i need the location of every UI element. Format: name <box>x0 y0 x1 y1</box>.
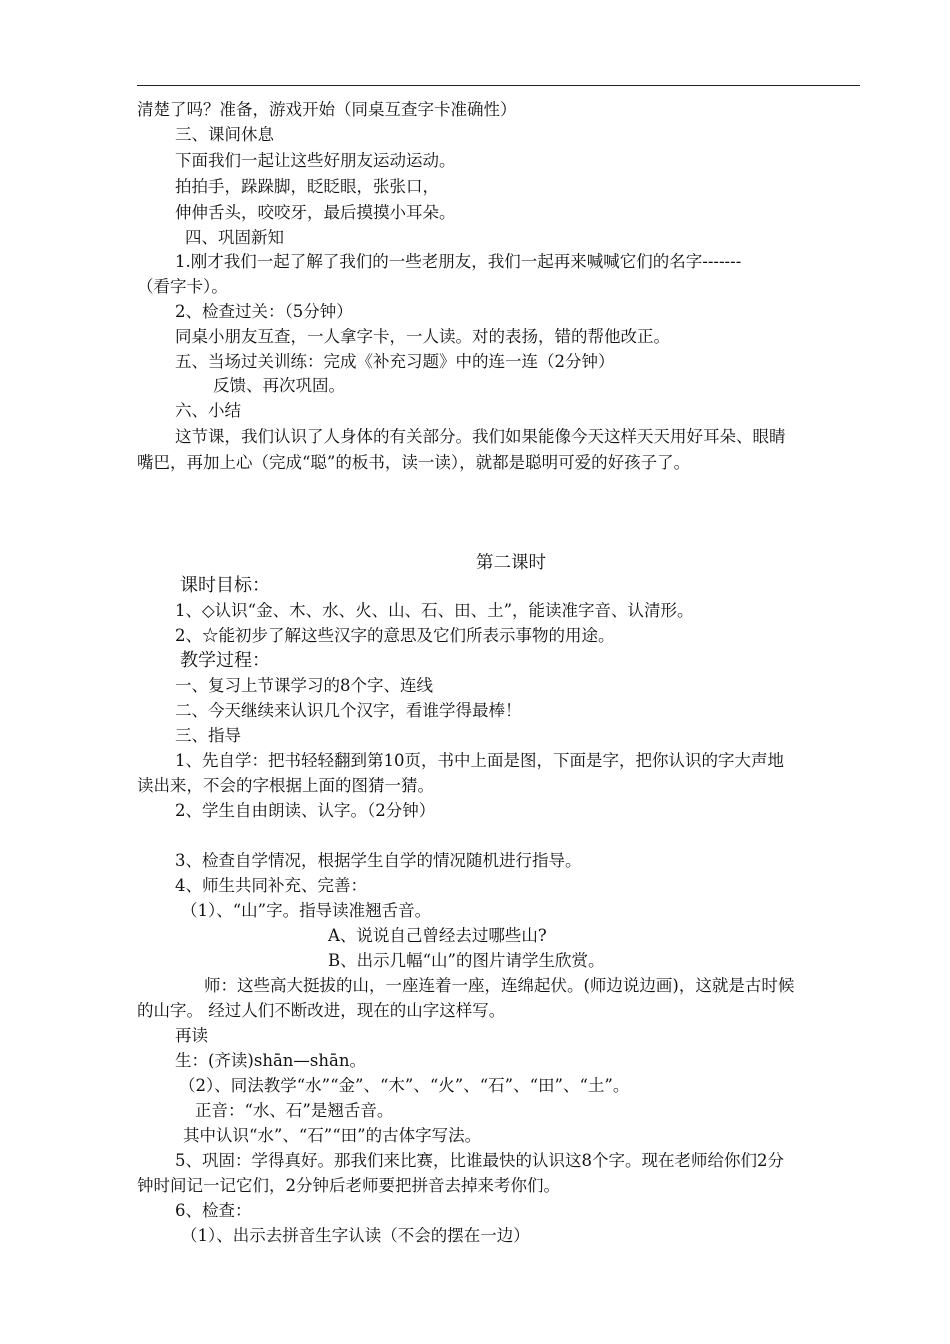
lesson-title: 第二课时 <box>476 553 546 573</box>
section-heading: 六、小结 <box>175 401 241 420</box>
text-line: 6、检查： <box>175 1201 252 1220</box>
text-line: 伸伸舌头，咬咬牙，最后摸摸小耳朵。 <box>175 203 456 222</box>
text-line: 这节课，我们认识了人身体的有关部分。我们如果能像今天这样天天用好耳朵、眼睛 <box>175 427 786 446</box>
text-line: 4、师生共同补充、完善： <box>175 876 367 895</box>
text-line: 一、复习上节课学习的8个字、连线 <box>175 676 433 695</box>
text-line: 1.刚才我们一起了解了我们的一些老朋友，我们一起再来喊喊它们的名字------- <box>175 252 742 271</box>
text-line: 读出来，不会的字根据上面的图猜一猜。 <box>137 776 434 795</box>
text-line: 同桌小朋友互查，一人拿字卡，一人读。对的表扬，错的帮他改正。 <box>175 327 670 346</box>
text-line: 二、今天继续来认识几个汉字，看谁学得最棒！ <box>175 701 522 720</box>
header-rule <box>137 85 860 86</box>
text-line: 其中认识“水”、“石”“田”的古体字写法。 <box>183 1126 482 1145</box>
text-line: （2）、同法教学“水”“金”、“木”、“火”、“石”、“田”、“土”。 <box>179 1076 630 1095</box>
text-line: A、说说自己曾经去过哪些山? <box>328 926 547 945</box>
text-line: 清楚了吗？准备，游戏开始（同桌互查字卡准确性） <box>137 100 517 119</box>
process-heading: 教学过程： <box>180 650 270 671</box>
text-line: 的山字。 经过人们不断改进，现在的山字这样写。 <box>137 1001 506 1020</box>
text-line: （看字卡）。 <box>137 277 228 296</box>
text-line: 师：这些高大挺拔的山，一座连着一座，连绵起伏。(师边说边画)，这就是古时候 <box>204 976 795 995</box>
section-heading: 四、巩固新知 <box>185 228 284 247</box>
text-line: 生：(齐读)shān—shān。 <box>175 1051 366 1070</box>
goal-item: 2、☆能初步了解这些汉字的意思及它们所表示事物的用途。 <box>175 626 615 645</box>
text-line: 反馈、再次巩固。 <box>213 376 345 395</box>
text-line: 正音：“水、石”是翘舌音。 <box>195 1101 394 1120</box>
text-line: 1、先自学：把书轻轻翻到第10页，书中上面是图，下面是字，把你认识的字大声地 <box>175 751 784 770</box>
text-line: 5、巩固：学得真好。那我们来比赛，比谁最快的认识这8个字。现在老师给你们2分 <box>175 1151 784 1170</box>
text-line: 再读 <box>175 1026 208 1045</box>
text-line: 钟时间记一记它们，2分钟后老师要把拼音去掉来考你们。 <box>137 1176 560 1195</box>
section-heading: 三、指导 <box>175 726 241 745</box>
text-line: 2、检查过关：（5分钟） <box>175 302 353 321</box>
text-line: 拍拍手，跺跺脚，眨眨眼，张张口， <box>175 177 439 196</box>
text-line: （1）、出示去拼音生字认读（不会的摆在一边） <box>181 1226 530 1245</box>
text-line: （1）、“山”字。指导读准翘舌音。 <box>181 901 432 920</box>
goals-heading: 课时目标： <box>180 575 270 596</box>
section-heading: 三、课间休息 <box>175 125 274 144</box>
goal-item: 1、◇认识“金、木、水、火、山、石、田、土”，能读准字音、认清形。 <box>175 601 694 620</box>
text-line: 嘴巴，再加上心（完成“聪”的板书，读一读），就都是聪明可爱的好孩子了。 <box>137 453 691 472</box>
text-line: 3、检查自学情况，根据学生自学的情况随机进行指导。 <box>175 851 582 870</box>
section-heading: 五、当场过关训练：完成《补充习题》中的连一连（2分钟） <box>175 352 615 371</box>
text-line: B、出示几幅“山”的图片请学生欣赏。 <box>328 951 605 970</box>
text-line: 下面我们一起让这些好朋友运动运动。 <box>175 151 456 170</box>
text-line: 2、学生自由朗读、认字。（2分钟） <box>175 801 436 820</box>
